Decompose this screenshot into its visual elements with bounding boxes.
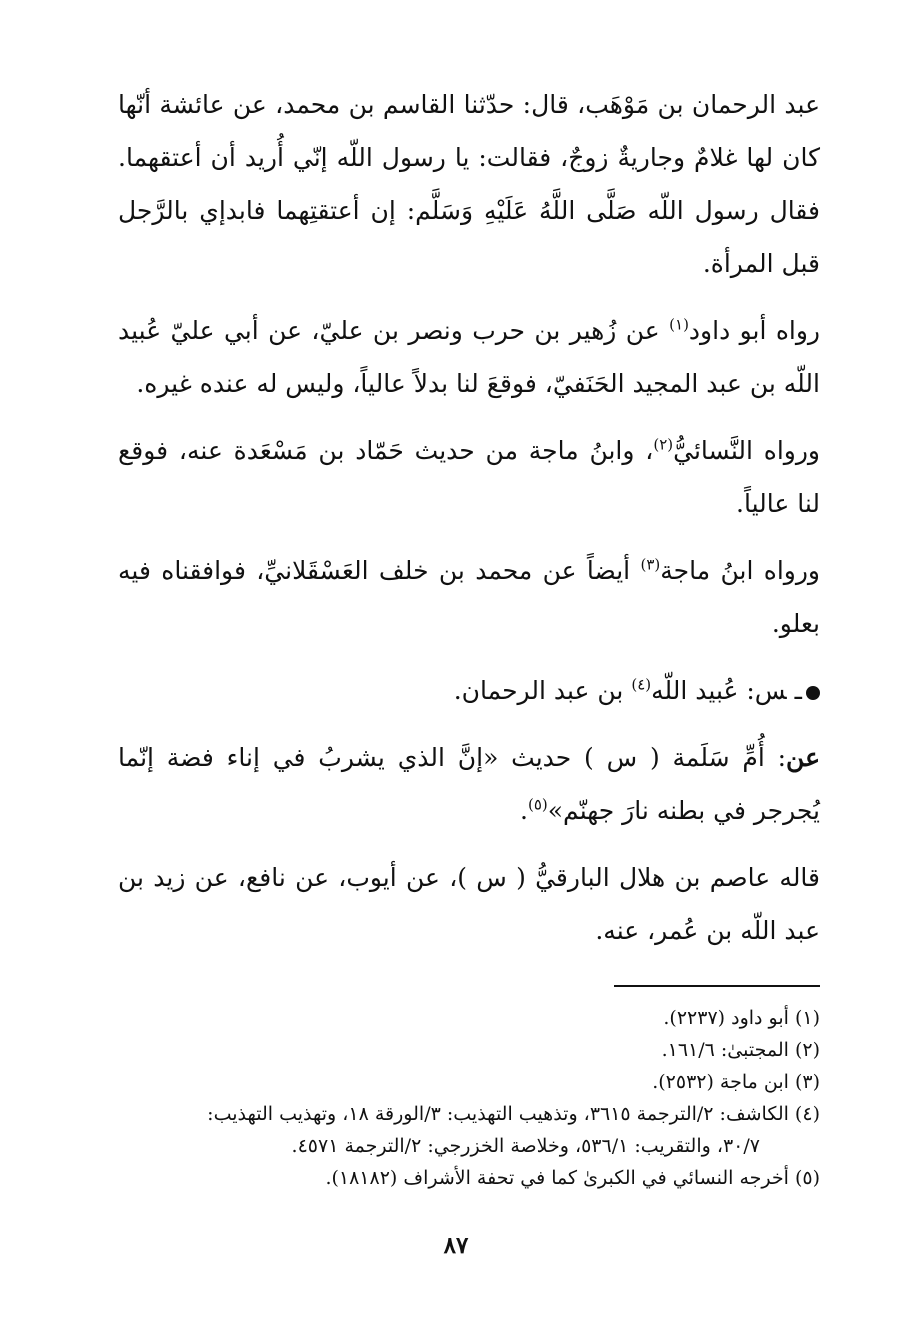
footnote-2: (٢) المجتبىٰ: ١٦١/٦. — [661, 1039, 820, 1061]
paragraph-text: : أُمِّ سَلَمة ( س ) حديث «إنَّ الذي يشربُ في إناء فضة إنّما يُجرجر في بطنه نارَ جهنّم» — [118, 743, 820, 825]
paragraph-closing: قاله عاصم بن هلال البارقيُّ ( س )، عن أيوب، عن نافع، عن زيد بن عبد اللّه بن عُمر، عنه. — [118, 863, 820, 945]
footnote-ref[interactable]: (١) — [669, 315, 689, 334]
entry-text: س: عُبيد اللّه — [651, 676, 787, 705]
paragraph-umm-salama — [118, 731, 820, 837]
footnotes — [118, 1002, 820, 1194]
paragraph-text: أيضاً عن محمد بن خلف العَسْقَلانيِّ، فوافقناه فيه بعلو. — [118, 556, 820, 638]
paragraph-text: عن زُهير بن حرب ونصر بن عليّ، عن أبي عليّ عُبيد اللّه بن عبد المجيد الحَنَفيّ، فوقعَ لنا بدلاً عالياً، وليس له عنده غيره. — [118, 316, 820, 398]
paragraph-nasai — [118, 424, 820, 530]
footnote-4-continued: ٣٠/٧، والتقريب: ٥٣٦/١، وخلاصة الخزرجي: ٢/الترجمة ٤٥٧١. — [291, 1135, 760, 1157]
footnote-divider — [614, 985, 820, 987]
paragraph-abu-dawud — [118, 304, 820, 410]
main-text — [118, 78, 820, 971]
paragraph-text: ، وابنُ ماجة من حديث حَمّاد بن مَسْعَدة عنه، فوقع لنا عالياً. — [118, 436, 820, 518]
entry-dash: ـ — [794, 676, 802, 705]
narrator-entry — [118, 664, 820, 717]
paragraph-text: ورواه النَّسائيُّ — [673, 436, 820, 465]
paragraph-text: ورواه ابنُ ماجة — [660, 556, 820, 585]
footnote-1: (١) أبو داود (٢٢٣٧). — [663, 1007, 820, 1029]
footnote-3: (٣) ابن ماجة (٢٥٣٢). — [652, 1071, 820, 1093]
footnote-ref[interactable]: (٤) — [631, 675, 652, 694]
paragraph-hadith-text: عبد الرحمان بن مَوْهَب، قال: حدّثنا القاسم بن محمد، عن عائشة أنّها كان لها غلامٌ وجاريةٌ زوجٌ، فقالت: يا رسول اللّه إنّي أُريد أن أعتقهما. فقال رسول اللّه صَلَّى اللَّهُ عَلَيْهِ وَسَلَّم: إن أعتقتِهما فابدإي بالرَّجل قبل المرأة. — [118, 90, 820, 278]
footnote-ref[interactable]: (٣) — [640, 555, 661, 574]
paragraph-text: . — [520, 796, 528, 825]
bullet-icon — [806, 686, 820, 700]
page-number: ٨٧ — [443, 1232, 469, 1259]
footnote-ref[interactable]: (٢) — [653, 435, 674, 454]
footnote-4: (٤) الكاشف: ٢/الترجمة ٣٦١٥، وتذهيب التهذيب: ٣/الورقة ١٨، وتهذيب التهذيب: — [207, 1103, 820, 1125]
paragraph-text: رواه أبو داود — [688, 316, 821, 345]
paragraph-ibn-majah — [118, 544, 820, 650]
lead-word: عن — [786, 743, 820, 772]
footnote-ref[interactable]: (٥) — [527, 795, 548, 814]
entry-text: بن عبد الرحمان. — [453, 676, 632, 705]
footnote-5: (٥) أخرجه النسائي في الكبرىٰ كما في تحفة الأشراف (١٨١٨٢). — [325, 1167, 820, 1189]
